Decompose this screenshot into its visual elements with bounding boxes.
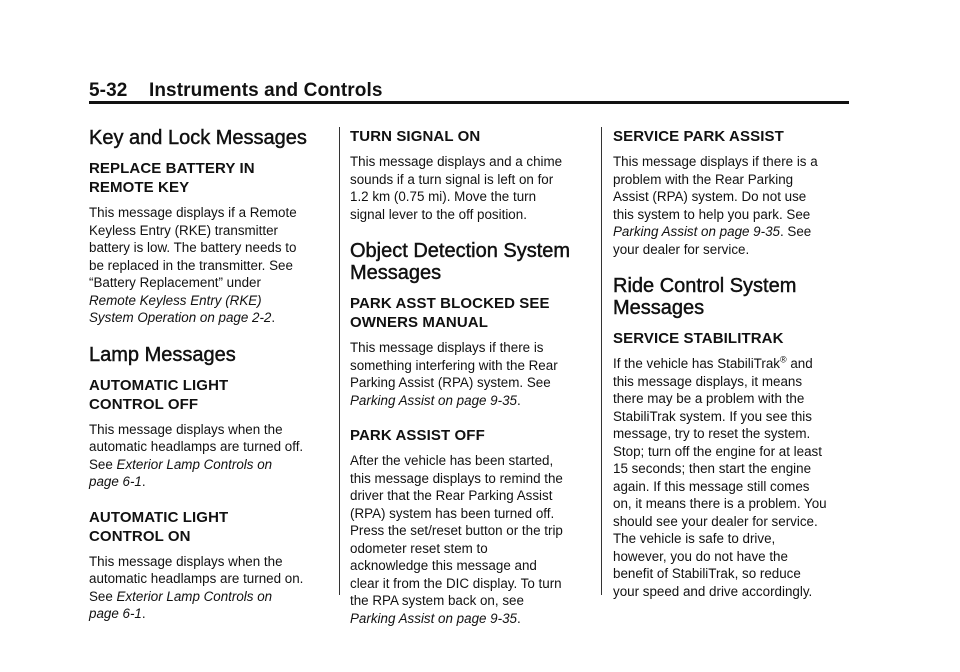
heading-line: CONTROL ON <box>89 527 191 545</box>
text-line: odometer reset stem to <box>350 540 488 556</box>
text-line: your speed and drive accordingly. <box>613 583 813 599</box>
text-line: acknowledge this message and <box>350 558 537 573</box>
text-line: clear it from the DIC display. To turn <box>350 575 562 591</box>
text-line: Exterior Lamp Controls on <box>116 588 273 604</box>
heading-ride-control-messages <box>613 275 849 319</box>
text-line: automatic headlamps are turned on. <box>89 571 304 586</box>
section-number: 5-32 <box>89 80 128 101</box>
text-line: This message displays if a Remote <box>89 205 297 220</box>
text-line: benefit of StabiliTrak, so reduce <box>613 566 801 581</box>
text-line: something interfering with the Rear <box>350 357 558 373</box>
cross-reference[interactable] <box>89 589 272 622</box>
text-line: battery is low. The battery needs to <box>89 240 297 255</box>
text-see: . See <box>779 224 812 239</box>
column-1 <box>89 127 327 623</box>
text-line: This message displays when the <box>89 421 283 437</box>
paragraph-replace-battery <box>89 204 327 327</box>
heading-lamp-messages: Lamp Messages <box>89 343 236 366</box>
text-line: System Operation on page 2-2 <box>89 310 272 325</box>
heading-line: REPLACE BATTERY IN <box>89 160 255 177</box>
text-line: signal lever to the off position. <box>350 206 527 222</box>
text-line: problem with the Rear Parking <box>613 171 794 187</box>
text-line: “Battery Replacement” under <box>89 275 261 290</box>
heading-automatic-light-control-on <box>89 508 327 546</box>
paragraph-automatic-light-on <box>89 553 327 623</box>
cross-reference[interactable]: Parking Assist on page 9-35 <box>613 224 780 239</box>
text-line: this message displays to remind the <box>350 470 563 486</box>
text-line: automatic headlamps are turned off. <box>89 439 304 454</box>
text-line: and <box>786 356 813 371</box>
text-line: This message displays if there is a <box>613 154 818 169</box>
text-line: Stop; turn off the engine for at least <box>613 443 822 459</box>
section-title: Instruments and Controls <box>148 80 383 101</box>
column-divider <box>601 127 602 595</box>
text-line: should see your dealer for service. <box>613 513 818 529</box>
text-line: Parking Assist (RPA) system. See <box>350 375 551 390</box>
text-line: Exterior Lamp Controls on <box>116 456 273 472</box>
column-divider <box>339 127 340 595</box>
text-period: . <box>516 392 521 408</box>
text-period: . <box>516 610 521 626</box>
column-3 <box>613 127 849 600</box>
cross-reference[interactable]: Parking Assist on page 9-35 <box>350 610 517 626</box>
paragraph-park-asst-blocked <box>350 339 590 409</box>
paragraph-automatic-light-off <box>89 421 327 491</box>
text-line: sounds if a turn signal is left on for <box>350 171 554 187</box>
text-line: this system to help you park. See <box>613 206 811 222</box>
cross-reference[interactable] <box>89 457 272 490</box>
paragraph-service-park-assist <box>613 153 849 258</box>
paragraph-turn-signal <box>350 153 590 223</box>
text-line: If the vehicle has StabiliTrak <box>613 356 780 371</box>
text-period: . <box>141 606 146 621</box>
heading-park-assist-off: PARK ASSIST OFF <box>350 427 485 444</box>
text-line: page 6-1 <box>89 474 142 489</box>
text-line: After the vehicle has been started, <box>350 453 554 468</box>
text-period: . <box>271 310 276 325</box>
text-line: Assist (RPA) system. Do not use <box>613 189 807 204</box>
heading-line: Messages <box>613 297 705 319</box>
heading-replace-battery <box>89 159 327 197</box>
text-line: again. If this message still comes <box>613 478 810 494</box>
text-line: Keyless Entry (RKE) transmitter <box>89 222 278 238</box>
text-line: the RPA system back on, see <box>350 593 524 608</box>
text-line: there may be a problem with the <box>613 391 805 406</box>
heading-service-park-assist: SERVICE PARK ASSIST <box>613 128 784 145</box>
text-line: StabiliTrak system. If you see this <box>613 408 812 424</box>
text-line: (RPA) system has been turned off. <box>350 505 555 521</box>
text-line: Remote Keyless Entry (RKE) <box>89 292 262 308</box>
text-line: this message displays, it means <box>613 373 803 389</box>
heading-line: AUTOMATIC LIGHT <box>89 376 229 394</box>
heading-line: AUTOMATIC LIGHT <box>89 508 229 526</box>
header-rule <box>89 101 849 104</box>
cross-reference[interactable]: Parking Assist on page 9-35 <box>350 392 517 408</box>
text-line: The vehicle is safe to drive, <box>613 531 776 546</box>
heading-line: Ride Control System <box>613 275 797 297</box>
text-line: on, it means there is a problem. You <box>613 496 827 511</box>
text-line: page 6-1 <box>89 606 142 621</box>
heading-park-asst-blocked <box>350 294 590 332</box>
text-line: 15 seconds; then start the engine <box>613 461 812 476</box>
text-line: however, you do not have the <box>613 548 788 564</box>
heading-turn-signal-on: TURN SIGNAL ON <box>350 128 481 145</box>
heading-service-stabilitrak: SERVICE STABILITRAK <box>613 330 784 347</box>
heading-automatic-light-control-off <box>89 376 327 414</box>
registered-mark: ® <box>779 354 787 365</box>
text-line: be replaced in the transmitter. See <box>89 257 293 273</box>
text-line: Press the set/reset button or the trip <box>350 523 563 538</box>
heading-key-lock-messages: Key and Lock Messages <box>89 127 307 149</box>
paragraph-park-assist-off <box>350 452 590 627</box>
text-line: This message displays when the <box>89 553 283 569</box>
text-see: See <box>89 456 117 472</box>
heading-line: REMOTE KEY <box>89 179 190 196</box>
text-see: See <box>89 588 117 604</box>
heading-line: CONTROL OFF <box>89 395 199 413</box>
text-line: This message displays and a chime <box>350 154 563 169</box>
heading-line: PARK ASST BLOCKED SEE <box>350 295 550 312</box>
text-line: message, try to reset the system. <box>613 426 811 441</box>
page-header <box>89 80 383 102</box>
text-line: driver that the Rear Parking Assist <box>350 488 553 503</box>
heading-line: Messages <box>350 262 442 284</box>
text-period: . <box>141 474 146 489</box>
text-line: This message displays if there is <box>350 340 544 355</box>
text-line: 1.2 km (0.75 mi). Move the turn <box>350 189 537 204</box>
text-line: your dealer for service. <box>613 241 750 257</box>
heading-line: OWNERS MANUAL <box>350 314 488 331</box>
column-2 <box>350 127 590 627</box>
heading-line: Object Detection System <box>350 240 571 262</box>
paragraph-service-stabilitrak <box>613 355 849 600</box>
heading-object-detection-messages <box>350 240 590 284</box>
cross-reference[interactable] <box>89 293 271 326</box>
